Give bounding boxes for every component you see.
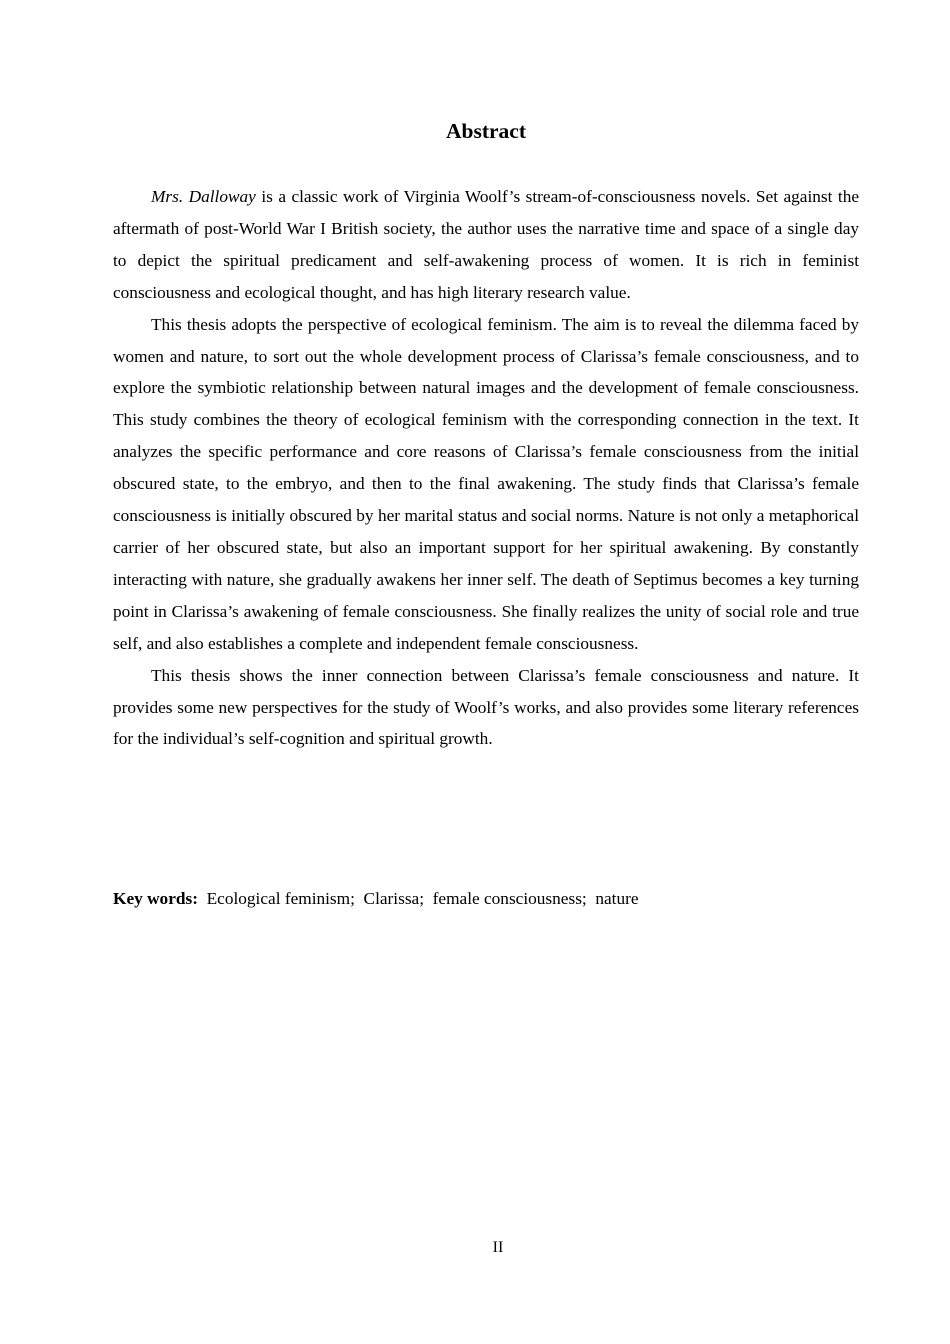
abstract-paragraph-1 <box>113 181 859 309</box>
paragraph-1-text: is a classic work of Virginia Woolf’s stream-of-consciousness novels. Set against the aftermath of post-World War I British society, the author uses the narrative time and space of a single day to depict the spiritual predicament and self-awakening process of women. It is rich in feminist consciousness and ecological thought, and has high literary research value. <box>113 187 860 302</box>
keyword-item: Ecological feminism; <box>206 889 355 908</box>
keywords-line <box>113 883 859 915</box>
keyword-item: female consciousness; <box>432 889 587 908</box>
abstract-paragraph-3 <box>113 660 859 756</box>
abstract-title: Abstract <box>445 119 526 143</box>
abstract-body <box>113 181 859 755</box>
keywords-label: Key words: <box>113 889 198 908</box>
abstract-paragraph-2 <box>113 309 859 660</box>
keyword-item: nature <box>595 889 639 908</box>
novel-title: Mrs. Dalloway <box>151 187 256 206</box>
page-number: II <box>492 1239 504 1256</box>
keyword-item: Clarissa; <box>363 889 425 908</box>
paragraph-2-text: This thesis adopts the perspective of ecological feminism. The aim is to reveal the dilemma faced by women and nature, to sort out the whole development process of Clarissa’s female consciousness, and to explore the symbiotic relationship between natural images and the development of female consciousness. This study combines the theory of ecological feminism with the corresponding connection in the text. It analyzes the specific performance and core reasons of Clarissa’s female consciousness from the initial obscured state, to the embryo, and then to the final awakening. The study finds that Clarissa’s female consciousness is initially obscured by her marital status and social norms. Nature is not only a metaphorical carrier of her obscured state, but also an important support for her spiritual awakening. By constantly interacting with nature, she gradually awakens her inner self. The death of Septimus becomes a key turning point in Clarissa’s awakening of female consciousness. She finally realizes the unity of social role and true self, and also establishes a complete and independent female consciousness. <box>113 314 859 653</box>
paragraph-3-text: This thesis shows the inner connection between Clarissa’s female consciousness and nature. It provides some new perspectives for the study of Woolf’s works, and also provides some literary references for the individual’s self-cognition and spiritual growth. <box>113 665 859 749</box>
